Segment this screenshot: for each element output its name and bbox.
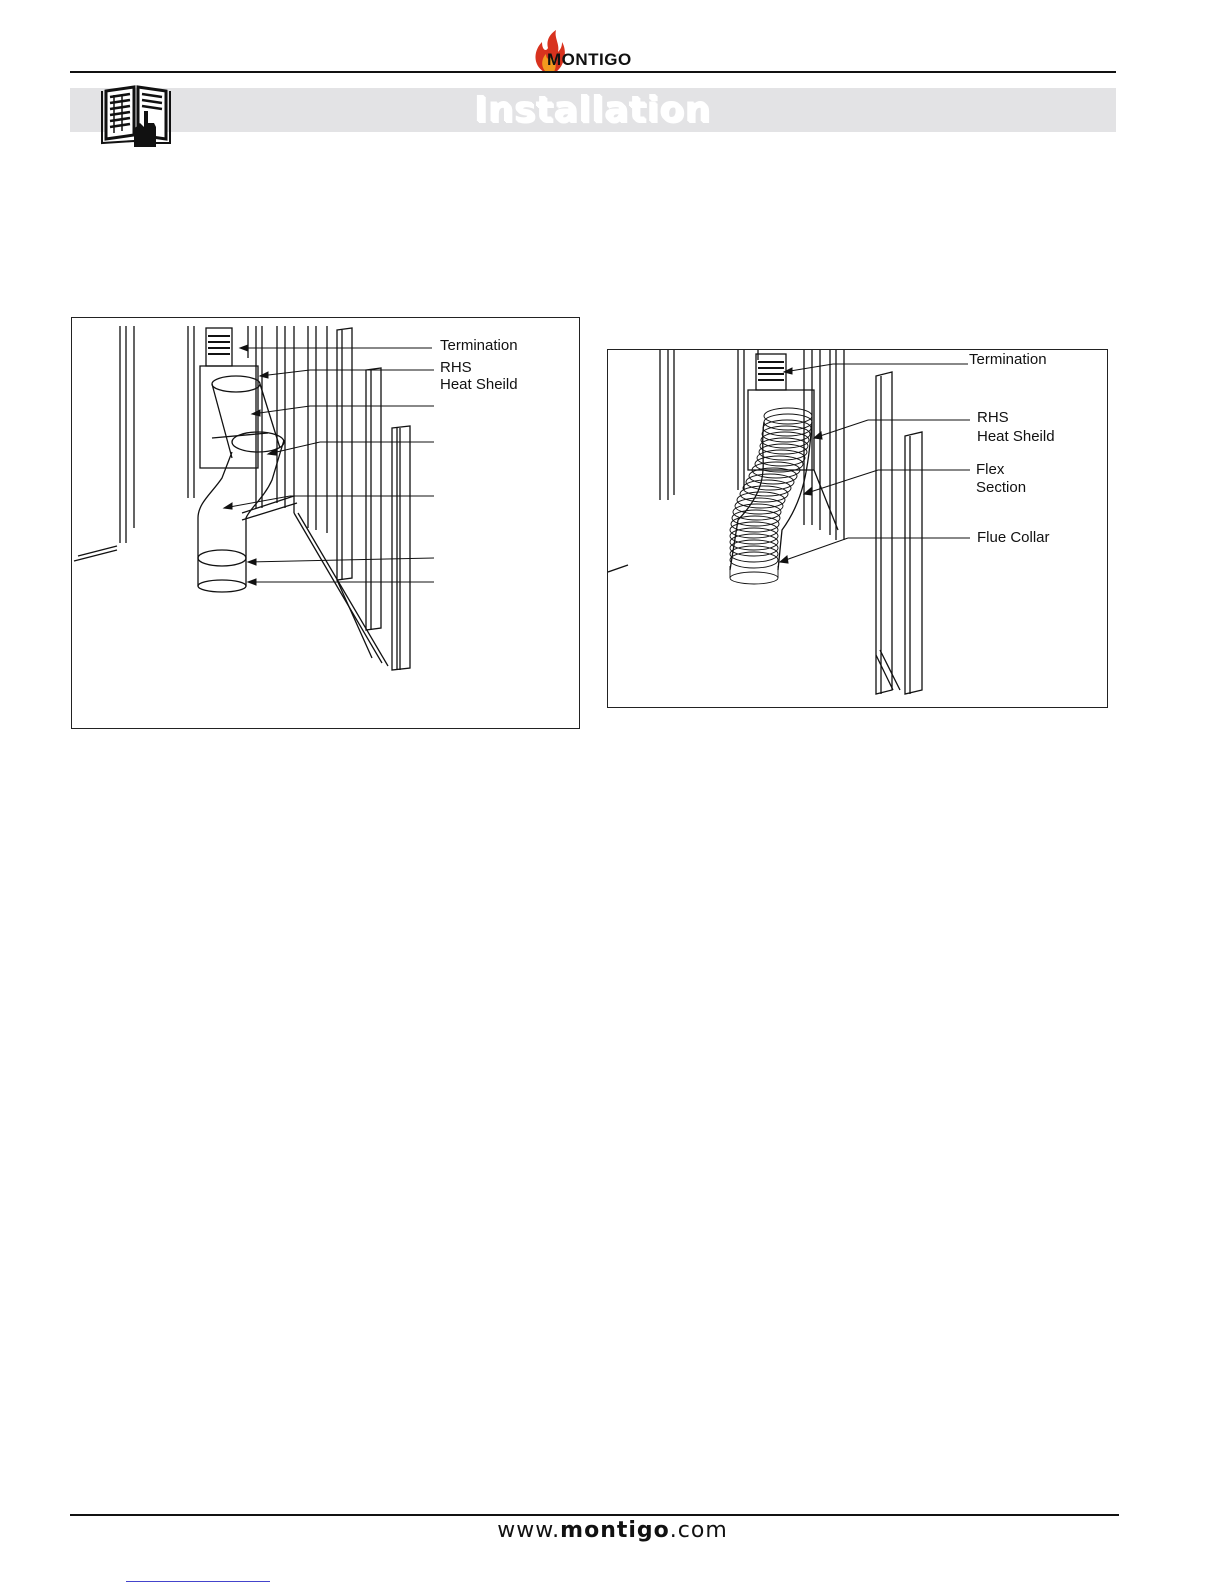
montigo-logo xyxy=(530,30,680,74)
figure-rigid-pipe xyxy=(71,317,580,729)
url-suffix: .com xyxy=(669,1518,728,1543)
section-banner xyxy=(70,88,1116,132)
label-flex: Flex xyxy=(976,461,1005,478)
header-rule xyxy=(70,71,1116,73)
label-heat-shield: Heat Sheild xyxy=(440,376,518,393)
footer-url[interactable] xyxy=(0,1518,1225,1543)
brand-wordmark: MONTIGO xyxy=(547,50,632,69)
section-title: Installation xyxy=(474,90,712,131)
label-rhs: RHS xyxy=(977,409,1009,426)
label-termination: Termination xyxy=(440,337,518,354)
label-heat-shield: Heat Sheild xyxy=(977,428,1055,445)
link-underline xyxy=(126,1581,270,1582)
label-flue-collar: Flue Collar xyxy=(977,529,1050,546)
figure-flex-pipe xyxy=(607,349,1108,708)
manual-book-icon xyxy=(100,83,172,149)
label-section: Section xyxy=(976,479,1027,496)
footer-rule xyxy=(70,1514,1119,1516)
url-prefix: www. xyxy=(497,1518,561,1543)
url-brand: montigo xyxy=(560,1518,670,1543)
label-rhs: RHS xyxy=(440,359,472,376)
label-termination: Termination xyxy=(969,351,1047,368)
